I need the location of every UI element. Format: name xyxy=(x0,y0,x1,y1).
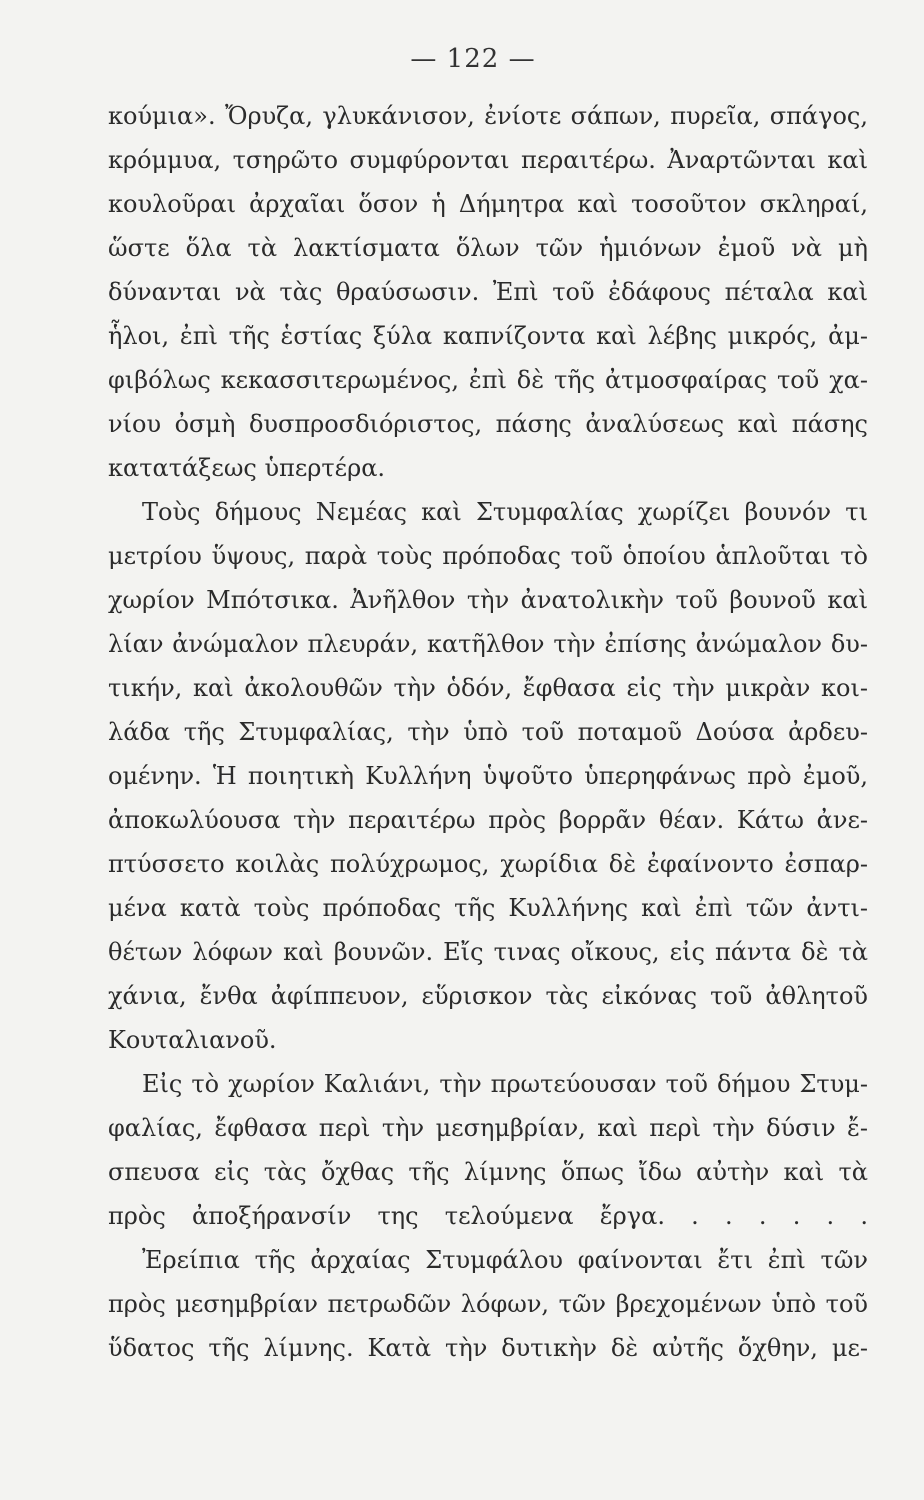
text-line: μένα κατὰ τοὺς πρόποδας τῆς Κυλλήνης καὶ ἐπὶ τῶν ἀντι- xyxy=(108,894,868,922)
text-line: λάδα τῆς Στυμφαλίας, τὴν ὑπὸ τοῦ ποταμοῦ Δούσα ἀρδευ- xyxy=(108,718,868,746)
paragraph-3 xyxy=(108,1062,868,1238)
text-line: πρὸς ἀποξήρανσίν της τελούμενα ἔργα. . . . . . . xyxy=(108,1202,868,1230)
text-line: χωρίον Μπότσικα. Ἀνῆλθον τὴν ἀνατολικὴν τοῦ βουνοῦ καὶ xyxy=(108,586,868,614)
text-line: πρὸς μεσημβρίαν πετρωδῶν λόφων, τῶν βρεχομένων ὑπὸ τοῦ xyxy=(108,1290,868,1318)
text-line: τικήν, καὶ ἀκολουθῶν τὴν ὁδόν, ἔφθασα εἰς τὴν μικρὰν κοι- xyxy=(108,674,868,702)
text-line: χάνια, ἔνθα ἀφίππευον, εὕρισκον τὰς εἰκόνας τοῦ ἀθλητοῦ xyxy=(108,982,868,1010)
text-line: Ἐρείπια τῆς ἀρχαίας Στυμφάλου φαίνονται ἔτι ἐπὶ τῶν xyxy=(142,1246,868,1274)
text-line: ἧλοι, ἐπὶ τῆς ἑστίας ξύλα καπνίζοντα καὶ λέβης μικρός, ἀμ- xyxy=(108,322,868,350)
text-line: πτύσσετο κοιλὰς πολύχρωμος, χωρίδια δὲ ἐφαίνοντο ἐσπαρ- xyxy=(108,850,868,878)
text-line: Κουταλιανοῦ. xyxy=(108,1026,277,1054)
text-line: φαλίας, ἔφθασα περὶ τὴν μεσημβρίαν, καὶ περὶ τὴν δύσιν ἔ- xyxy=(108,1114,868,1142)
text-line: Εἰς τὸ χωρίον Καλιάνι, τὴν πρωτεύουσαν τοῦ δήμου Στυμ- xyxy=(142,1070,868,1098)
text-line: φιβόλως κεκασσιτερωμένος, ἐπὶ δὲ τῆς ἀτμοσφαίρας τοῦ χα- xyxy=(108,366,868,394)
text-line: μετρίου ὕψους, παρὰ τοὺς πρόποδας τοῦ ὁποίου ἁπλοῦται τὸ xyxy=(108,542,868,570)
text-line: κατατάξεως ὑπερτέρα. xyxy=(108,454,386,482)
text-line: κουλοῦραι ἀρχαῖαι ὅσον ἡ Δήμητρα καὶ τοσοῦτον σκληραί, xyxy=(108,190,868,218)
paragraph-1 xyxy=(108,94,868,490)
text-line: ἀποκωλύουσα τὴν περαιτέρω πρὸς βορρᾶν θέαν. Κάτω ἀνε- xyxy=(108,806,868,834)
text-line: κούμια». Ὄρυζα, γλυκάνισον, ἐνίοτε σάπων, πυρεῖα, σπάγος, xyxy=(108,102,868,130)
text-line: δύνανται νὰ τὰς θραύσωσιν. Ἐπὶ τοῦ ἐδάφους πέταλα καὶ xyxy=(108,278,868,306)
paragraph-2 xyxy=(108,490,868,1062)
text-line: ὕδατος τῆς λίμνης. Κατὰ τὴν δυτικὴν δὲ αὐτῆς ὄχθην, με- xyxy=(108,1334,868,1362)
text-line: κρόμμυα, τσηρῶτο συμφύρονται περαιτέρω. Ἀναρτῶνται καὶ xyxy=(108,146,868,174)
text-line: λίαν ἀνώμαλον πλευράν, κατῆλθον τὴν ἐπίσης ἀνώμαλον δυ- xyxy=(108,630,868,658)
text-line: σπευσα εἰς τὰς ὄχθας τῆς λίμνης ὅπως ἴδω αὐτὴν καὶ τὰ xyxy=(108,1158,868,1186)
page-number: — 122 — xyxy=(410,44,536,74)
text-line: νίου ὀσμὴ δυσπροσδιόριστος, πάσης ἀναλύσεως καὶ πάσης xyxy=(108,410,868,438)
paragraph-4 xyxy=(108,1238,868,1370)
text-line: θέτων λόφων καὶ βουνῶν. Εἴς τινας οἴκους, εἰς πάντα δὲ τὰ xyxy=(108,938,868,966)
text-line: ὥστε ὅλα τὰ λακτίσματα ὅλων τῶν ἡμιόνων ἐμοῦ νὰ μὴ xyxy=(108,234,868,262)
text-line: Τοὺς δήμους Νεμέας καὶ Στυμφαλίας χωρίζει βουνόν τι xyxy=(142,498,868,526)
text-line: ομένην. Ἡ ποιητικὴ Κυλλήνη ὑψοῦτο ὑπερηφάνως πρὸ ἐμοῦ, xyxy=(108,762,868,790)
